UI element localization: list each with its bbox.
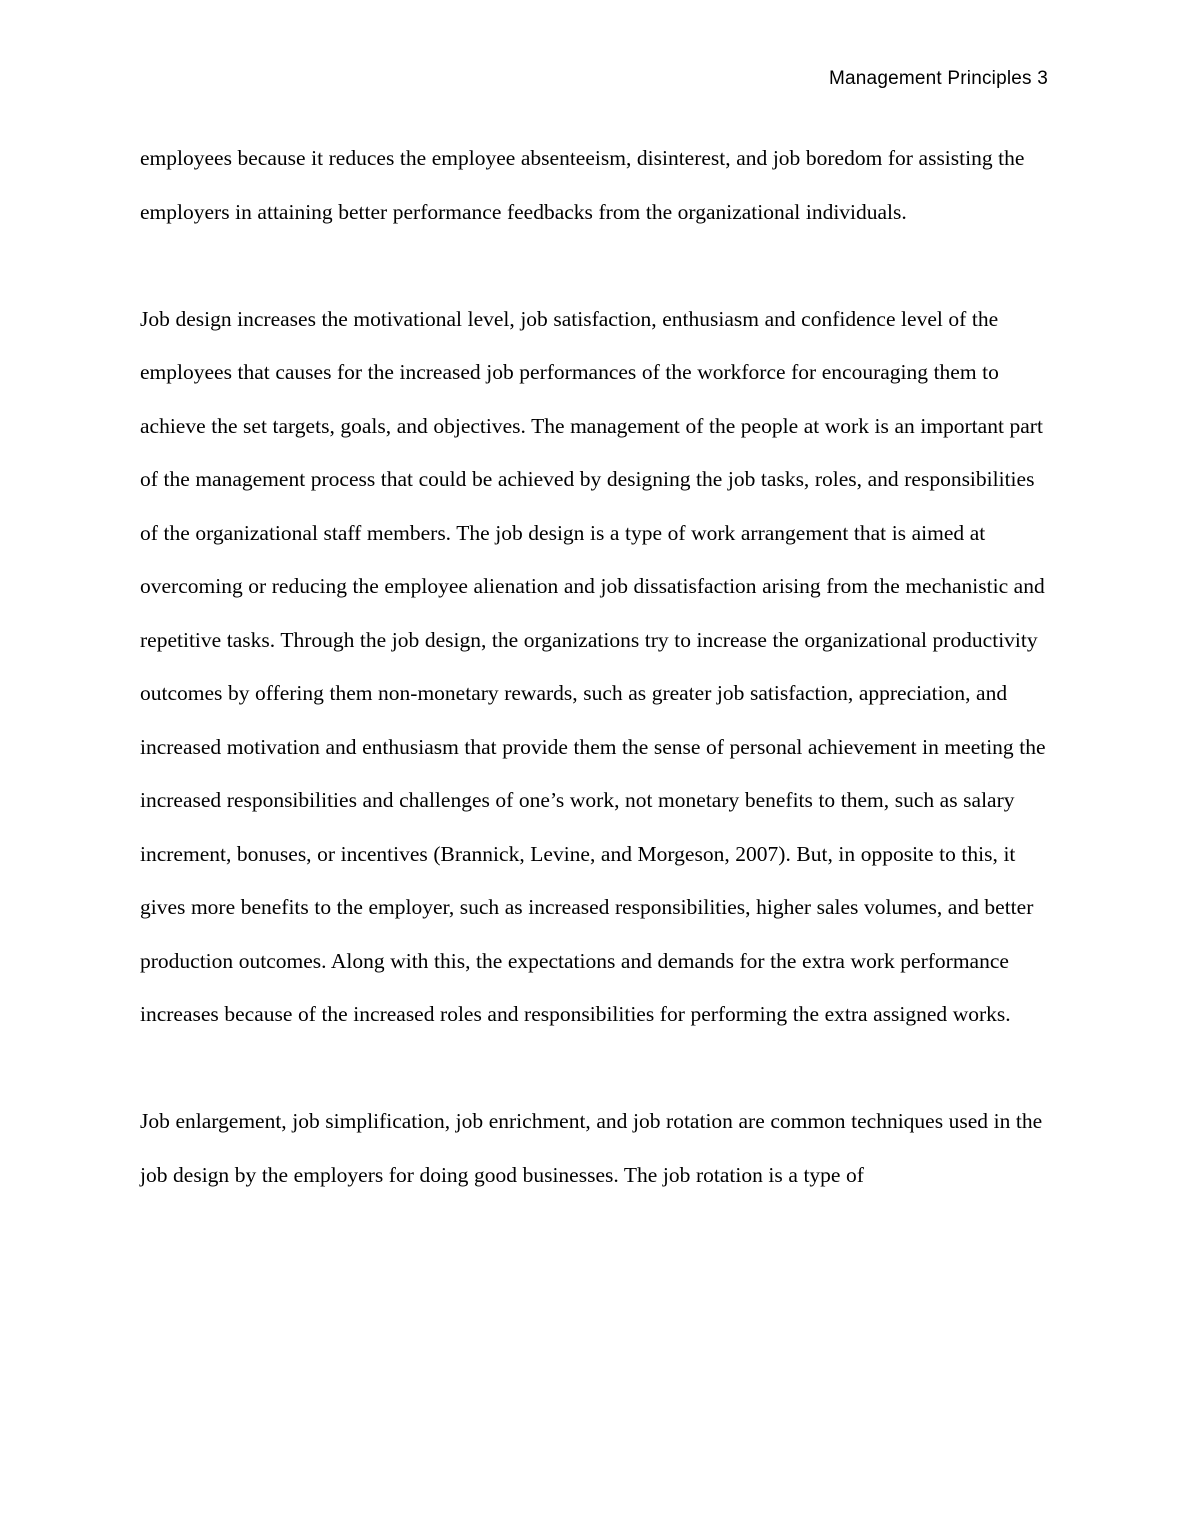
paragraph-2: Job design increases the motivational level, job satisfaction, enthusiasm and confidence level of the employees that causes for the increased job performances of the workforce for encouraging them to achieve the set targets, goals, and objectives. The management of the people at work is an important part of the management process that could be achieved by designing the job tasks, roles, and responsibilities of the organizational staff members. The job design is a type of work arrangement that is aimed at overcoming or reducing the employee alienation and job dissatisfaction arising from the mechanistic and repetitive tasks. Through the job design, the organizations try to increase the organizational productivity outcomes by offering them non-monetary rewards, such as greater job satisfaction, appreciation, and increased motivation and enthusiasm that provide them the sense of personal achievement in meeting the increased responsibilities and challenges of one’s work, not monetary benefits to them, such as salary increment, bonuses, or incentives (Brannick, Levine, and Morgeson, 2007). But, in opposite to this, it gives more benefits to the employer, such as increased responsibilities, higher sales volumes, and better production outcomes. Along with this, the expectations and demands for the extra work performance increases because of the increased roles and responsibilities for performing the extra assigned works. <box>140 306 1046 1026</box>
paragraph-spacer-1 <box>140 239 1048 293</box>
paragraph-spacer-2 <box>140 1042 1048 1096</box>
page-header: Management Principles 3 <box>829 68 1048 89</box>
paragraph-3: Job enlargement, job simplification, job enrichment, and job rotation are common techniques used in the job design by the employers for doing good businesses. The job rotation is a type of <box>140 1109 1043 1187</box>
paragraph-1: employees because it reduces the employee absenteeism, disinterest, and job boredom for assisting the employers in attaining better performance feedbacks from the organizational individuals. <box>140 146 1025 224</box>
document-body <box>140 132 1048 1202</box>
